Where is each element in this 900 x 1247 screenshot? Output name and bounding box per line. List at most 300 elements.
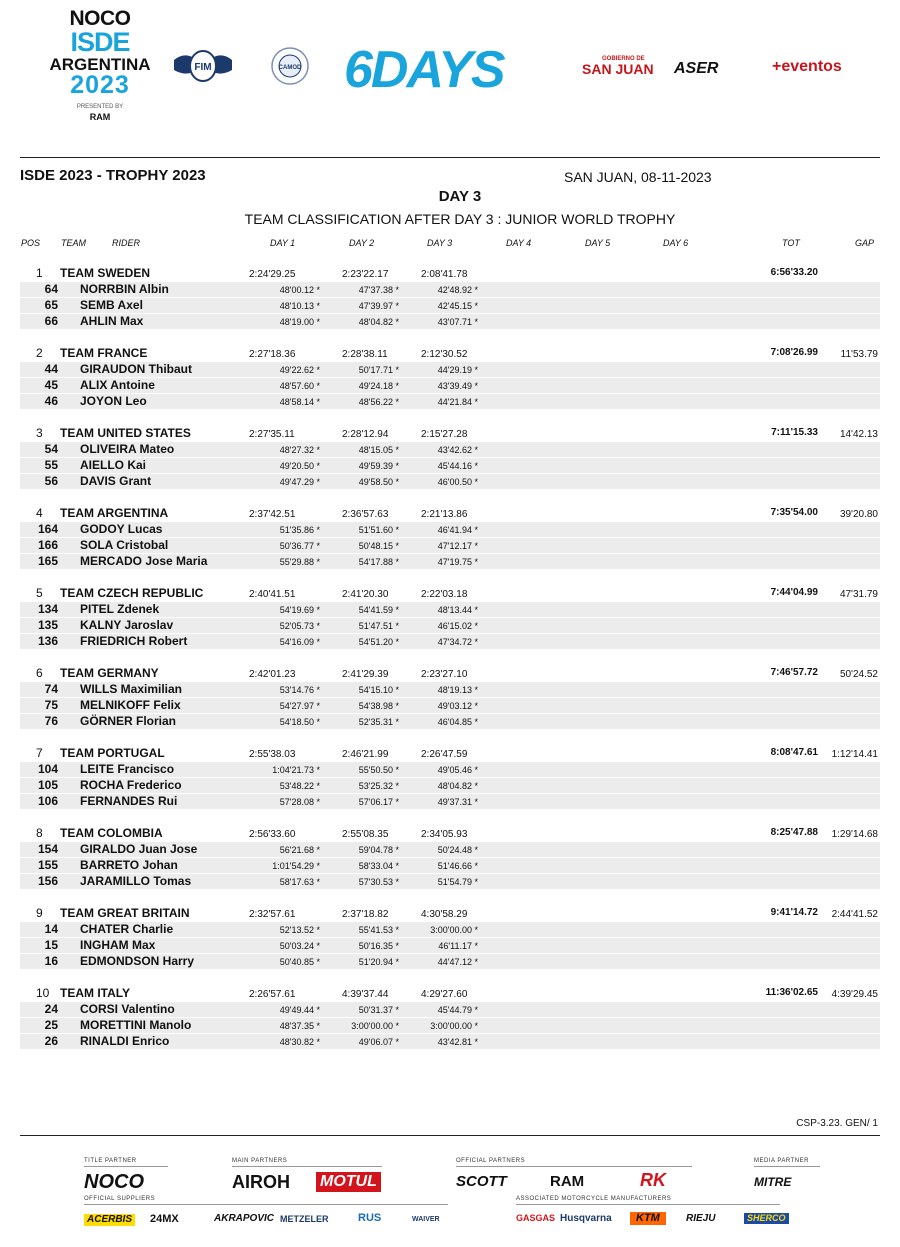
aser-logo: ASER xyxy=(674,60,719,77)
rider-day1-time: 1:04'21.73 * xyxy=(272,765,320,775)
rider-day3-time: 47'12.17 * xyxy=(437,541,478,551)
rider-name: GÖRNER Florian xyxy=(80,714,177,728)
rider-row xyxy=(0,1034,900,1050)
team-day1-time: 2:27'35.11 xyxy=(249,429,295,440)
team-day3-time: 2:08'41.78 xyxy=(421,269,468,280)
team-gap: 2:44'41.52 xyxy=(831,909,878,920)
metzeler-logo: METZELER xyxy=(280,1214,329,1224)
team-day1-time: 2:40'41.51 xyxy=(249,589,296,600)
rider-row xyxy=(0,714,900,730)
rider-day3-time: 51'54.79 * xyxy=(437,877,478,887)
rider-day3-time: 49'03.12 * xyxy=(437,701,478,711)
rider-day1-time: 57'28.08 * xyxy=(279,797,320,807)
rider-name: JOYON Leo xyxy=(80,394,147,408)
rider-name: NORRBIN Albin xyxy=(80,282,169,296)
rider-day1-time: 48'19.00 * xyxy=(279,317,320,327)
rider-day3-time: 44'29.19 * xyxy=(437,365,478,375)
rider-name: JARAMILLO Tomas xyxy=(80,874,192,888)
rider-row xyxy=(0,602,900,618)
team-position: 10 xyxy=(36,986,50,1000)
rider-day1-time: 48'10.13 * xyxy=(279,301,320,311)
rider-row xyxy=(0,522,900,538)
rieju-logo: RIEJU xyxy=(686,1213,716,1224)
rider-day2-time: 49'24.18 * xyxy=(358,381,399,391)
rider-day3-time: 45'44.16 * xyxy=(437,461,478,471)
rider-day2-time: 50'17.71 * xyxy=(358,365,399,375)
rider-number: 76 xyxy=(44,714,58,728)
rider-day3-time: 3:00'00.00 * xyxy=(430,1021,478,1031)
team-gap: 11'53.79 xyxy=(840,349,878,360)
rk-logo: RK xyxy=(640,1170,666,1190)
rider-day1-time: 53'14.76 * xyxy=(279,685,320,695)
team-name: TEAM ITALY xyxy=(60,986,131,1000)
team-day3-time: 2:34'05.93 xyxy=(421,829,468,840)
col-day6: DAY 6 xyxy=(663,238,689,248)
rider-day3-time: 45'44.79 * xyxy=(437,1005,478,1015)
rider-day2-time: 53'25.32 * xyxy=(358,781,399,791)
airoh-logo: AIROH xyxy=(232,1172,290,1192)
document-title: ISDE 2023 - TROPHY 2023 xyxy=(20,167,206,184)
gasgas-logo: GASGAS xyxy=(516,1213,556,1223)
rider-day2-time: 50'48.15 * xyxy=(358,541,399,551)
rider-day1-time: 54'16.09 * xyxy=(279,637,320,647)
team-day1-time: 2:32'57.61 xyxy=(249,909,296,920)
team-position: 7 xyxy=(36,746,43,760)
team-gap: 1:29'14.68 xyxy=(831,829,878,840)
team-day2-time: 2:37'18.82 xyxy=(342,909,389,920)
rider-number: 154 xyxy=(37,842,58,856)
team-day3-time: 4:29'27.60 xyxy=(421,989,468,1000)
rider-day3-time: 43'39.49 * xyxy=(437,381,478,391)
classification-subtitle: TEAM CLASSIFICATION AFTER DAY 3 : JUNIOR WORLD TROPHY xyxy=(244,211,676,227)
rider-row xyxy=(0,298,900,314)
rider-day1-time: 48'27.32 * xyxy=(279,445,320,455)
sponsors-footer xyxy=(0,1150,900,1247)
rider-day1-time: 50'03.24 * xyxy=(279,941,320,951)
mitre-logo: MITRE xyxy=(754,1175,792,1189)
rider-row xyxy=(0,474,900,490)
rider-day2-time: 51'47.51 * xyxy=(358,621,399,631)
rider-day1-time: 1:01'54.29 * xyxy=(272,861,320,871)
team-row xyxy=(0,906,900,922)
rider-day3-time: 48'13.44 * xyxy=(437,605,478,615)
rider-day2-time: 54'15.10 * xyxy=(358,685,399,695)
rider-number: 14 xyxy=(44,922,58,936)
acerbis-logo: ACERBIS xyxy=(84,1214,135,1226)
rider-day3-time: 47'34.72 * xyxy=(437,637,478,647)
col-gap: GAP xyxy=(855,238,875,248)
waiver-logo: WAIVER xyxy=(412,1216,440,1223)
rider-name: INGHAM Max xyxy=(80,938,156,952)
team-total-time: 7:11'15.33 xyxy=(771,427,818,438)
isde-argentina-logo xyxy=(40,8,160,122)
header-divider xyxy=(20,157,880,158)
rider-row xyxy=(0,794,900,810)
rider-day1-time: 49'47.29 * xyxy=(279,477,320,487)
team-block xyxy=(0,826,900,906)
col-pos: POS xyxy=(21,238,41,248)
rider-row xyxy=(0,362,900,378)
team-block xyxy=(0,746,900,826)
isde-logo-text: PRESENTED BY xyxy=(76,104,124,110)
team-day2-time: 4:39'37.44 xyxy=(342,989,389,1000)
noco-logo: NOCO xyxy=(84,1171,144,1193)
rider-number: 64 xyxy=(44,282,58,296)
rider-row xyxy=(0,938,900,954)
team-gap: 39'20.80 xyxy=(839,509,878,520)
rider-name: FERNANDES Rui xyxy=(80,794,178,808)
team-day1-time: 2:27'18.36 xyxy=(249,349,296,360)
rider-row xyxy=(0,458,900,474)
rider-name: PITEL Zdenek xyxy=(80,602,160,616)
team-position: 2 xyxy=(36,346,43,360)
team-row xyxy=(0,666,900,682)
rider-day3-time: 46'15.02 * xyxy=(437,621,478,631)
team-day2-time: 2:41'29.39 xyxy=(342,669,389,680)
rider-number: 46 xyxy=(44,394,58,408)
team-day2-time: 2:46'21.99 xyxy=(342,749,389,760)
team-block xyxy=(0,906,900,986)
team-block xyxy=(0,426,900,506)
header-logos xyxy=(0,0,900,140)
team-day3-time: 2:21'13.86 xyxy=(421,509,468,520)
rider-day3-time: 49'05.46 * xyxy=(437,765,478,775)
rider-day3-time: 46'04.85 * xyxy=(437,717,478,727)
team-name: TEAM ARGENTINA xyxy=(60,506,169,520)
rider-name: KALNY Jaroslav xyxy=(80,618,174,632)
rider-day2-time: 47'37.38 * xyxy=(358,285,399,295)
ram-logo: RAM xyxy=(550,1173,585,1190)
rider-name: ALIX Antoine xyxy=(80,378,155,392)
associated-manufacturers-label: ASSOCIATED MOTORCYCLE MANUFACTURERS xyxy=(516,1196,672,1202)
rider-day1-time: 53'48.22 * xyxy=(279,781,320,791)
rider-number: 66 xyxy=(44,314,58,328)
rider-day1-time: 52'13.52 * xyxy=(279,925,320,935)
sponsor-divider xyxy=(516,1204,780,1205)
rider-day3-time: 49'37.31 * xyxy=(437,797,478,807)
team-row xyxy=(0,426,900,442)
team-name: TEAM SWEDEN xyxy=(60,266,150,280)
team-day3-time: 2:12'30.52 xyxy=(421,349,468,360)
rider-row xyxy=(0,778,900,794)
rider-day1-time: 48'58.14 * xyxy=(279,397,320,407)
rider-day1-time: 54'27.97 * xyxy=(279,701,320,711)
rider-row xyxy=(0,1002,900,1018)
isde-logo-text: ARGENTINA xyxy=(49,55,151,74)
rider-number: 165 xyxy=(37,554,58,568)
team-total-time: 7:08'26.99 xyxy=(770,347,818,358)
team-day1-time: 2:24'29.25 xyxy=(249,269,296,280)
team-name: TEAM CZECH REPUBLIC xyxy=(60,586,204,600)
rider-day3-time: 47'19.75 * xyxy=(437,557,478,567)
main-partners-label: MAIN PARTNERS xyxy=(232,1158,288,1164)
rider-day3-time: 43'42.62 * xyxy=(437,445,478,455)
24mx-logo: 24MX xyxy=(150,1213,179,1225)
rider-name: LEITE Francisco xyxy=(80,762,175,776)
team-day1-time: 2:42'01.23 xyxy=(249,669,296,680)
rider-number: 75 xyxy=(44,698,58,712)
rider-day2-time: 50'31.37 * xyxy=(358,1005,399,1015)
rider-number: 104 xyxy=(37,762,58,776)
rider-day2-time: 54'38.98 * xyxy=(358,701,399,711)
rider-number: 15 xyxy=(44,938,58,952)
sponsor-divider xyxy=(754,1166,820,1167)
team-day2-time: 2:36'57.63 xyxy=(342,509,389,520)
title-partner-label: TITLE PARTNER xyxy=(84,1158,137,1164)
rider-number: 164 xyxy=(37,522,58,536)
rider-day2-time: 52'35.31 * xyxy=(358,717,399,727)
rider-number: 166 xyxy=(37,538,58,552)
rider-day1-time: 56'21.68 * xyxy=(279,845,320,855)
team-row xyxy=(0,506,900,522)
rider-number: 156 xyxy=(37,874,58,888)
sponsor-divider xyxy=(232,1166,382,1167)
sponsor-divider xyxy=(84,1166,168,1167)
sponsor-divider xyxy=(84,1204,448,1205)
team-row xyxy=(0,746,900,762)
rider-name: BARRETO Johan xyxy=(80,858,178,872)
team-name: TEAM UNITED STATES xyxy=(60,426,191,440)
rider-number: 16 xyxy=(44,954,58,968)
isde-logo-text: RAM xyxy=(89,112,111,122)
rider-row xyxy=(0,314,900,330)
team-row xyxy=(0,826,900,842)
col-day1: DAY 1 xyxy=(270,238,296,248)
team-position: 1 xyxy=(36,266,43,280)
rider-day3-time: 44'21.84 * xyxy=(437,397,478,407)
rider-day2-time: 58'33.04 * xyxy=(358,861,399,871)
rider-number: 26 xyxy=(44,1034,58,1048)
rider-name: FRIEDRICH Robert xyxy=(80,634,188,648)
team-position: 3 xyxy=(36,426,43,440)
6days-logo: 6DAYS xyxy=(344,41,504,99)
rider-number: 65 xyxy=(44,298,58,312)
column-headers xyxy=(0,238,900,252)
team-day2-time: 2:28'12.94 xyxy=(342,429,389,440)
team-total-time: 7:35'54.00 xyxy=(770,507,818,518)
rider-day3-time: 46'11.17 * xyxy=(438,941,478,951)
team-position: 8 xyxy=(36,826,43,840)
rider-day1-time: 50'40.85 * xyxy=(279,957,320,967)
team-row xyxy=(0,266,900,282)
rider-name: CORSI Valentino xyxy=(80,1002,175,1016)
rider-day1-time: 49'20.50 * xyxy=(279,461,320,471)
footer-divider xyxy=(20,1135,880,1136)
team-total-time: 7:44'04.99 xyxy=(770,587,818,598)
rider-day2-time: 51'20.94 * xyxy=(358,957,399,967)
fim-logo-text: FIM xyxy=(194,62,212,73)
rider-day2-time: 3:00'00.00 * xyxy=(351,1021,399,1031)
team-day3-time: 4:30'58.29 xyxy=(421,909,468,920)
san-juan-logo xyxy=(582,56,654,76)
san-juan-logo-name: SAN JUAN xyxy=(582,61,654,77)
rider-day1-time: 51'35.86 * xyxy=(279,525,320,535)
rider-day2-time: 51'51.60 * xyxy=(358,525,399,535)
rider-day1-time: 54'18.50 * xyxy=(279,717,320,727)
rider-number: 44 xyxy=(44,362,58,376)
team-position: 5 xyxy=(36,586,43,600)
rider-day2-time: 54'17.88 * xyxy=(358,557,399,567)
rider-number: 155 xyxy=(37,858,58,872)
rider-day3-time: 48'04.82 * xyxy=(437,781,478,791)
rider-row xyxy=(0,698,900,714)
team-name: TEAM GERMANY xyxy=(60,666,159,680)
rider-name: MORETTINI Manolo xyxy=(80,1018,192,1032)
rider-day2-time: 55'41.53 * xyxy=(358,925,399,935)
rider-day3-time: 48'19.13 * xyxy=(437,685,478,695)
rider-day1-time: 52'05.73 * xyxy=(279,621,320,631)
rider-day3-time: 3:00'00.00 * xyxy=(430,925,478,935)
rider-day2-time: 59'04.78 * xyxy=(358,845,399,855)
rider-row xyxy=(0,954,900,970)
team-day2-time: 2:23'22.17 xyxy=(342,269,389,280)
rider-row xyxy=(0,634,900,650)
results-table xyxy=(0,266,900,1066)
rider-name: WILLS Maximilian xyxy=(80,682,183,696)
team-total-time: 8:25'47.88 xyxy=(770,827,818,838)
rider-name: GIRAUDON Thibaut xyxy=(80,362,192,376)
rider-name: CHATER Charlie xyxy=(80,922,174,936)
rider-day1-time: 50'36.77 * xyxy=(279,541,320,551)
day-heading: DAY 3 xyxy=(438,188,482,205)
rider-row xyxy=(0,554,900,570)
team-day1-time: 2:56'33.60 xyxy=(249,829,296,840)
team-block xyxy=(0,586,900,666)
team-total-time: 9:41'14.72 xyxy=(770,907,818,918)
rider-row xyxy=(0,442,900,458)
rider-number: 55 xyxy=(44,458,58,472)
eventos-logo: +eventos xyxy=(772,58,842,75)
team-position: 6 xyxy=(36,666,43,680)
rider-number: 24 xyxy=(44,1002,58,1016)
team-block xyxy=(0,346,900,426)
rider-row xyxy=(0,762,900,778)
rider-number: 135 xyxy=(37,618,58,632)
rider-number: 106 xyxy=(37,794,58,808)
team-total-time: 7:46'57.72 xyxy=(770,667,818,678)
rider-day2-time: 48'15.05 * xyxy=(358,445,399,455)
rider-day3-time: 43'07.71 * xyxy=(437,317,478,327)
rider-day3-time: 42'48.92 * xyxy=(437,285,478,295)
rider-number: 134 xyxy=(37,602,58,616)
team-name: TEAM FRANCE xyxy=(60,346,148,360)
rider-number: 105 xyxy=(37,778,58,792)
rider-row xyxy=(0,394,900,410)
rider-name: SOLA Cristobal xyxy=(80,538,169,552)
san-juan-logo-gob: GOBIERNO DE xyxy=(602,56,645,62)
rider-name: MERCADO Jose Maria xyxy=(80,554,208,568)
team-block xyxy=(0,986,900,1066)
team-row xyxy=(0,586,900,602)
rider-number: 45 xyxy=(44,378,58,392)
team-gap: 47'31.79 xyxy=(839,589,878,600)
rider-day2-time: 57'30.53 * xyxy=(358,877,399,887)
motul-logo: MOTUL xyxy=(316,1172,381,1192)
col-day2: DAY 2 xyxy=(349,238,375,248)
rider-name: DAVIS Grant xyxy=(80,474,152,488)
rider-row xyxy=(0,1018,900,1034)
rider-day1-time: 49'22.62 * xyxy=(279,365,320,375)
team-position: 4 xyxy=(36,506,43,520)
rider-row xyxy=(0,618,900,634)
team-gap: 1:12'14.41 xyxy=(831,749,878,760)
team-gap: 14'42.13 xyxy=(839,429,878,440)
rider-row xyxy=(0,538,900,554)
rider-day3-time: 51'46.66 * xyxy=(437,861,478,871)
rider-number: 25 xyxy=(44,1018,58,1032)
rider-name: OLIVEIRA Mateo xyxy=(80,442,175,456)
rider-day3-time: 46'00.50 * xyxy=(437,477,478,487)
rider-day3-time: 50'24.48 * xyxy=(437,845,478,855)
team-day1-time: 2:26'57.61 xyxy=(249,989,296,1000)
team-total-time: 11:36'02.65 xyxy=(765,987,818,998)
isde-logo-text: ISDE xyxy=(70,27,130,57)
rider-name: RINALDI Enrico xyxy=(80,1034,170,1048)
team-gap: 4:39'29.45 xyxy=(831,989,878,1000)
team-gap: 50'24.52 xyxy=(839,669,878,680)
sherco-logo: SHERCO xyxy=(744,1213,789,1224)
team-day2-time: 2:28'38.11 xyxy=(342,349,388,360)
rider-name: MELNIKOFF Felix xyxy=(80,698,181,712)
rider-day1-time: 54'19.69 * xyxy=(279,605,320,615)
rider-day1-time: 58'17.63 * xyxy=(279,877,320,887)
rider-row xyxy=(0,842,900,858)
place-date: SAN JUAN, 08-11-2023 xyxy=(564,169,712,185)
rider-day3-time: 44'47.12 * xyxy=(437,957,478,967)
rider-day1-time: 48'37.35 * xyxy=(279,1021,320,1031)
rider-name: GODOY Lucas xyxy=(80,522,163,536)
team-day1-time: 2:37'42.51 xyxy=(249,509,296,520)
cam-logo xyxy=(270,46,310,86)
rider-day2-time: 48'56.22 * xyxy=(358,397,399,407)
rider-number: 54 xyxy=(44,442,58,456)
rider-name: SEMB Axel xyxy=(80,298,143,312)
rider-row xyxy=(0,858,900,874)
rider-number: 74 xyxy=(44,682,58,696)
col-day3: DAY 3 xyxy=(427,238,453,248)
rider-number: 136 xyxy=(37,634,58,648)
rider-row xyxy=(0,682,900,698)
team-day3-time: 2:23'27.10 xyxy=(421,669,468,680)
team-day1-time: 2:55'38.03 xyxy=(249,749,296,760)
official-partners-label: OFFICIAL PARTNERS xyxy=(456,1158,526,1164)
team-block xyxy=(0,506,900,586)
team-block xyxy=(0,266,900,346)
rider-day2-time: 55'50.50 * xyxy=(358,765,399,775)
rider-row xyxy=(0,922,900,938)
rider-day3-time: 43'42.81 * xyxy=(437,1037,478,1047)
fim-logo xyxy=(172,46,234,86)
scott-logo: SCOTT xyxy=(456,1173,507,1190)
rider-day2-time: 47'39.97 * xyxy=(358,301,399,311)
team-row xyxy=(0,986,900,1002)
media-partner-label: MEDIA PARTNER xyxy=(754,1158,809,1164)
team-day2-time: 2:41'20.30 xyxy=(342,589,389,600)
rider-day3-time: 42'45.15 * xyxy=(437,301,478,311)
team-name: TEAM PORTUGAL xyxy=(60,746,165,760)
rider-day1-time: 48'30.82 * xyxy=(279,1037,320,1047)
official-suppliers-label: OFFICIAL SUPPLIERS xyxy=(84,1196,156,1202)
rider-row xyxy=(0,874,900,890)
rider-day2-time: 54'51.20 * xyxy=(358,637,399,647)
akrapovic-logo: AKRAPOVIC xyxy=(214,1213,275,1224)
rider-day1-time: 48'00.12 * xyxy=(279,285,320,295)
col-day4: DAY 4 xyxy=(506,238,532,248)
rider-day1-time: 48'57.60 * xyxy=(279,381,320,391)
rider-name: EDMONDSON Harry xyxy=(80,954,195,968)
team-day2-time: 2:55'08.35 xyxy=(342,829,389,840)
rider-day3-time: 46'41.94 * xyxy=(437,525,478,535)
